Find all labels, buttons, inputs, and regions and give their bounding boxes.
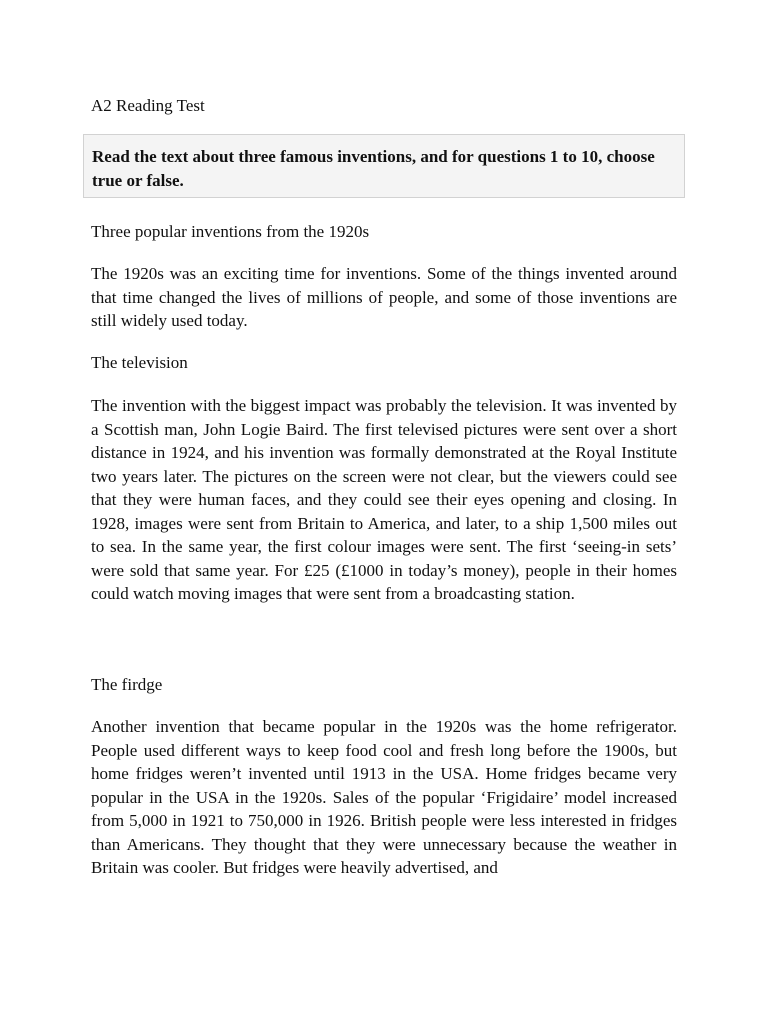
intro-paragraph: The 1920s was an exciting time for inventions. Some of the things invented around that time changed the lives of millions of people, and some of those inventions are still widely used today. [91,264,677,330]
section-body-television: The invention with the biggest impact was probably the television. It was invented by a Scottish man, John Logie Baird. The first televised pictures were sent over a short distance in 1924, and his invention was formally demonstrated at the Royal Institute two years later. The pictures on the screen were not clear, but the viewers could see that they were human faces, and they could see their eyes opening and closing. In 1928, images were sent from Britain to America, and later, to a ship 1,500 miles out to sea. In the same year, the first colour images were sent. The first ‘seeing-in sets’ were sold that same year. For £25 (£1000 in today’s money), people in their homes could watch moving images that were sent from a broadcasting station. [91,396,677,603]
article-title: Three popular inventions from the 1920s [91,222,370,241]
section-body-fridge: Another invention that became popular in the 1920s was the home refrigerator. People used different ways to keep food cool and fresh long before the 1900s, but home fridges weren’t invented until 1913 in the USA. Home fridges became very popular in the USA in the 1920s. Sales of the popular ‘Frigidaire’ model increased from 5,000 in 1921 to 750,000 in 1926. British people were less interested in fridges than Americans. They thought that they were unnecessary because the weather in Britain was cooler. But fridges were heavily advertised, and [91,717,677,877]
test-title: A2 Reading Test [91,96,205,115]
section-heading-fridge: The firdge [91,675,163,694]
section-heading-television: The television [91,353,188,372]
instruction-box [83,134,685,198]
instruction-text: Read the text about three famous inventions, and for questions 1 to 10, choose true or false. [92,147,655,190]
